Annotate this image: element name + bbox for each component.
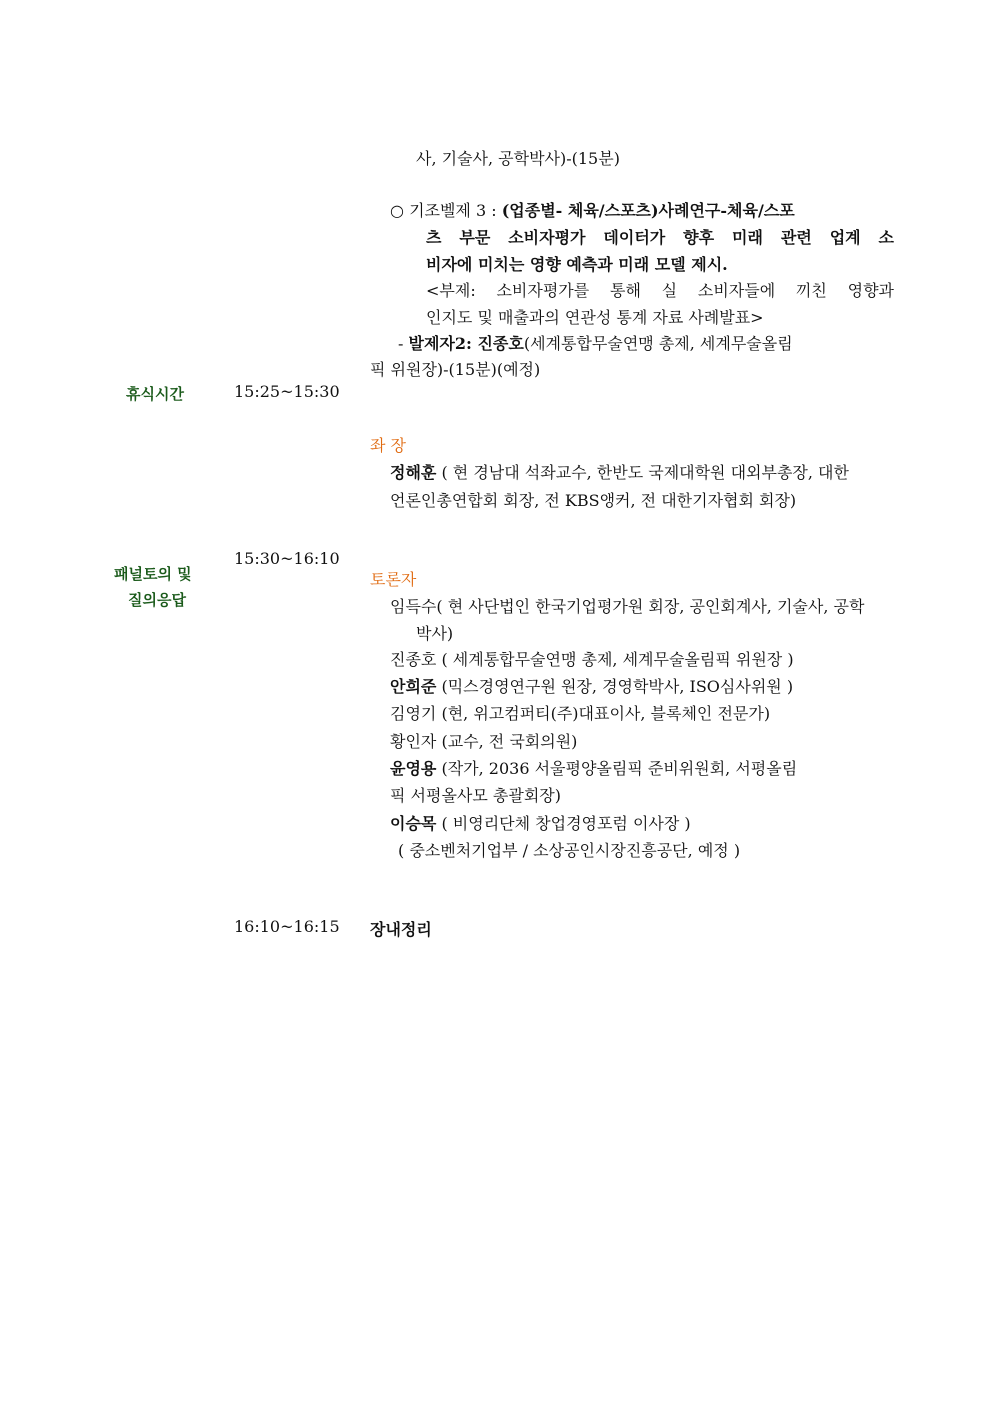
chair-line1 xyxy=(390,460,849,483)
panelist-3 xyxy=(390,674,793,697)
panelist-8: ( 중소벤처기업부 / 소상공인시장진흥공단, 예정 ) xyxy=(398,841,741,860)
closing-time: 16:10~16:15 xyxy=(234,917,340,936)
closing-label: 장내정리 xyxy=(370,920,432,939)
panelist-2: 진종호 ( 세계통합무술연맹 총제, 세계무술올림픽 위원장 ) xyxy=(390,650,794,669)
panelist-6-name: 윤영용 xyxy=(390,759,437,778)
keynote-3-subtitle-line2: 인지도 및 매출과의 연관성 통계 자료 사례발표> xyxy=(426,308,764,327)
panelist-6-line2: 픽 서평올사모 총괄회장) xyxy=(390,786,561,805)
break-time: 15:25~15:30 xyxy=(234,382,340,401)
panel-label-line2: 질의응답 xyxy=(128,591,186,609)
keynote-3-subtitle-line1: <부제: 소비자평가를 통해 실 소비자들에 끼친 영향과 xyxy=(426,281,894,300)
panel-time: 15:30~16:10 xyxy=(234,549,340,568)
panelist-7 xyxy=(390,811,691,834)
keynote-3-heading-part2: 츠 부문 소비자평가 데이터가 향후 미래 관련 업계 소 xyxy=(426,228,894,247)
chair-title: 좌 장 xyxy=(370,436,406,455)
presenter-label: 발제자2: 진종호 xyxy=(408,334,524,353)
break-label: 휴식시간 xyxy=(126,385,184,403)
chair-name: 정해훈 xyxy=(390,463,437,482)
panelist-5: 황인자 (교수, 전 국회의원) xyxy=(390,732,578,751)
keynote-3-heading-part3: 비자에 미치는 영향 예측과 미래 모델 제시. xyxy=(426,255,728,274)
circle-bullet-icon: ○ xyxy=(390,201,404,220)
panelist-3-detail: (믹스경영연구원 원장, 경영학박사, ISO심사위원 ) xyxy=(436,677,794,696)
panel-title: 토론자 xyxy=(370,570,417,589)
panelist-6 xyxy=(390,756,797,779)
panelist-1-line1: 임득수( 현 사단법인 한국기업평가원 회장, 공인회계사, 기술사, 공학 xyxy=(390,597,865,616)
keynote-3-presenter-tail: 픽 위원장)-(15분)(예정) xyxy=(370,360,541,379)
panelist-6-detail: (작가, 2036 서울평양올림픽 준비위원회, 서평올림 xyxy=(436,759,798,778)
panelist-7-detail: ( 비영리단체 창업경영포럼 이사장 ) xyxy=(436,814,691,833)
presenter-dash: - xyxy=(398,334,409,353)
panelist-4: 김영기 (현, 위고컴퍼티(주)대표이사, 블록체인 전문가) xyxy=(390,704,771,723)
keynote-3-heading-part1: (업종별- 체육/스포츠)사례연구-체육/스포 xyxy=(501,201,795,220)
keynote-3-prefix: 기조벨제 3 : xyxy=(409,201,502,220)
panelist-1-line2: 박사) xyxy=(416,624,454,643)
continued-presenter-line: 사, 기술사, 공학박사)-(15분) xyxy=(416,149,620,168)
presenter-detail: (세계통합무술연맹 총제, 세계무술올림 xyxy=(523,334,793,353)
panelist-3-name: 안희준 xyxy=(390,677,437,696)
keynote-3-title-line xyxy=(390,198,795,221)
panel-label-line1: 패널토의 및 xyxy=(114,565,192,583)
chair-detail-part1: ( 현 경남대 석좌교수, 한반도 국제대학원 대외부총장, 대한 xyxy=(436,463,849,482)
keynote-3-presenter xyxy=(398,331,793,354)
panelist-7-name: 이승목 xyxy=(390,814,437,833)
chair-detail-part2: 언론인총연합회 회장, 전 KBS앵커, 전 대한기자협회 회장) xyxy=(390,491,797,510)
